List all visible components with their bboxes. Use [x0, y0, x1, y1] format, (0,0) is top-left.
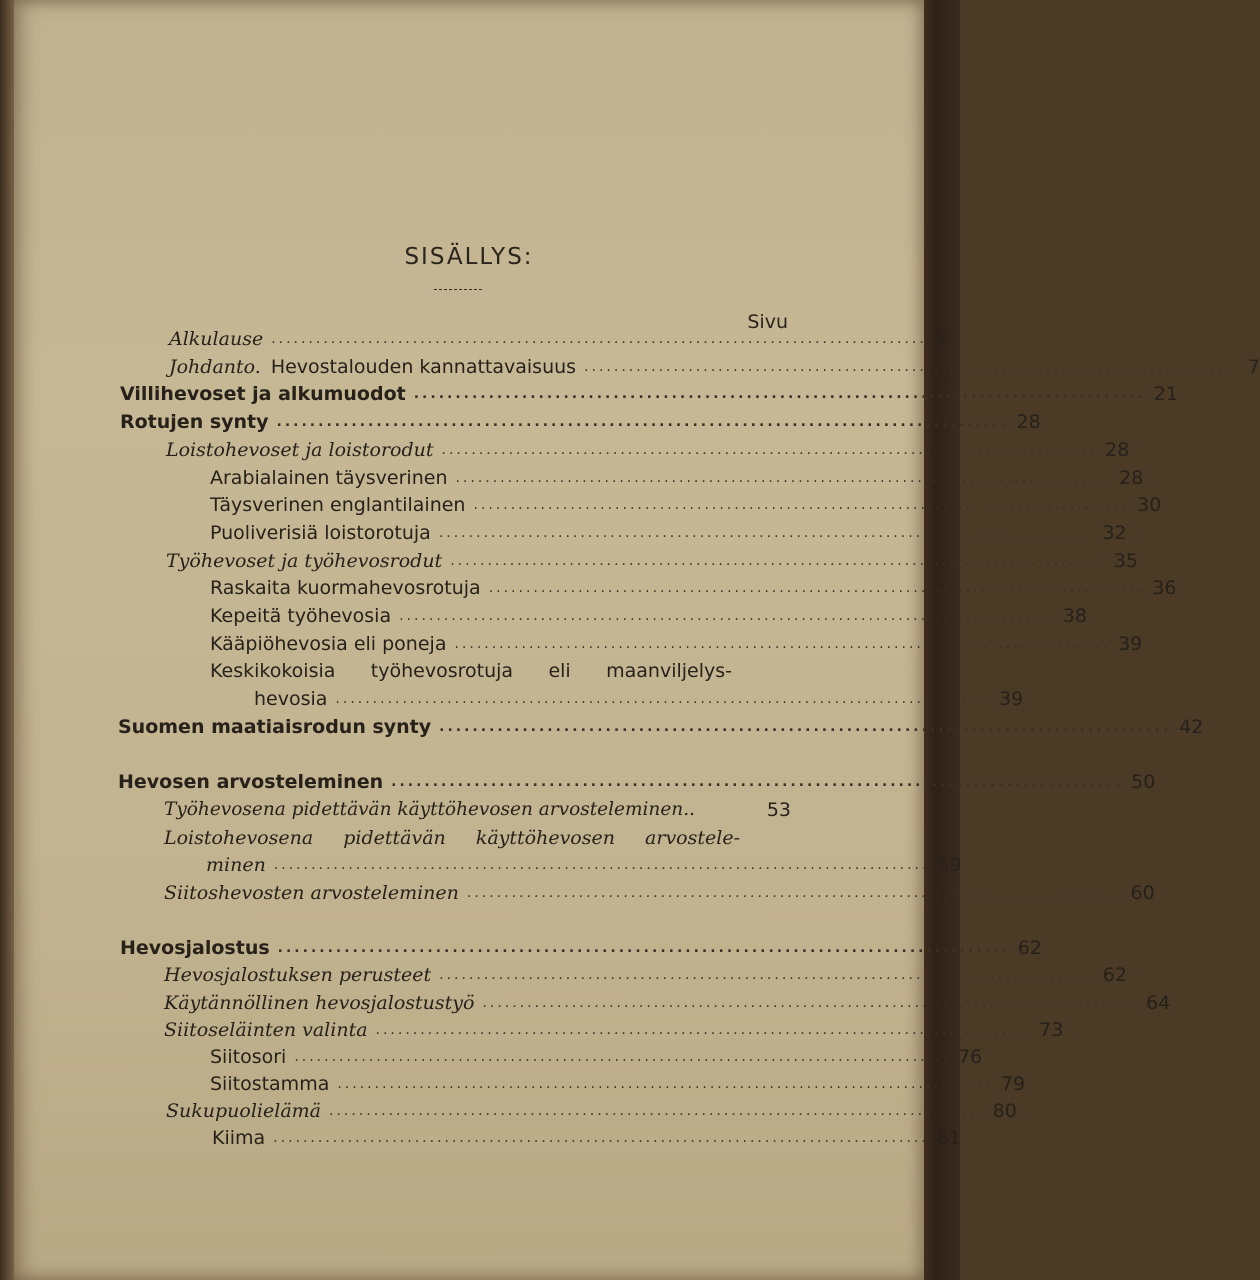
dot-leader: ........................................................................................ [277, 940, 1010, 956]
toc-entry-page: 38 [1062, 605, 1087, 627]
toc-entry-label: Kääpiöhevosia eli poneja [210, 633, 447, 655]
toc-entry-page: 42 [1179, 716, 1204, 738]
toc-entry [210, 603, 1087, 629]
toc-entry [164, 1017, 1064, 1043]
toc-entry [164, 880, 1155, 906]
dot-leader: ........................................................................................ [329, 1103, 985, 1119]
dot-leader: ........................................................................................ [584, 359, 1240, 375]
toc-entry-label: Hevosjalostus [120, 937, 270, 959]
toc-entry [210, 631, 1143, 657]
dot-leader: ........................................................................................ [276, 414, 1009, 430]
toc-entry-page: 35 [1113, 550, 1139, 572]
toc-entry-page: 80 [992, 1100, 1017, 1122]
toc-entry-label: Puoliverisiä loistorotuja [210, 522, 431, 544]
toc-entry-page: 39 [999, 688, 1024, 710]
dot-leader: ........................................................................................ [488, 580, 1145, 596]
toc-entry-label: Siitostamma [210, 1073, 330, 1095]
toc-word: maanviljelys- [606, 660, 732, 682]
dot-leader: ........................................................................................ [441, 442, 1098, 458]
toc-word: työhevosrotuja [370, 660, 514, 682]
toc-entry-page: 60 [1130, 882, 1155, 904]
dot-leader: ........................................................................................ [271, 331, 927, 347]
dot-leader: ........................................................................................ [438, 525, 1095, 541]
toc-entry-label: Arabialainen täysverinen [210, 467, 448, 489]
toc-word: Keskikokoisia [210, 660, 336, 682]
page-title: SISÄLLYS: [404, 244, 534, 270]
dot-leader: ........................................................................................ [473, 497, 1130, 513]
toc-entry [164, 797, 791, 823]
toc-entry-label: minen [206, 854, 266, 876]
toc-entry-label: Loistohevoset ja loistorodut [166, 439, 434, 461]
dot-leader: ........................................................................................ [413, 386, 1146, 402]
toc-entry-label: Siitosori [210, 1046, 287, 1068]
toc-entry-label: Työhevoset ja työhevosrodut [166, 550, 443, 572]
toc-entry-page: 5 [934, 328, 947, 350]
toc-entry-label: Kepeitä työhevosia [210, 605, 392, 627]
toc-entry-label: Johdanto. [169, 356, 261, 378]
toc-entry-page: 32 [1102, 522, 1127, 544]
book-page [14, 0, 1260, 1280]
dot-leader: ........................................................................................ [273, 1130, 929, 1146]
table-of-contents [14, 0, 1260, 1280]
dot-leader: ........................................................................................ [455, 470, 1112, 486]
toc-word: Loistohevosena [164, 827, 314, 849]
toc-entry-page: 39 [1118, 633, 1143, 655]
toc-entry [210, 520, 1127, 546]
toc-entry-label: hevosia [254, 688, 328, 710]
dot-leader: ........................................................................................ [439, 967, 1095, 983]
toc-entry [120, 935, 1042, 961]
toc-entry [164, 990, 1171, 1016]
toc-entry-label: Työhevosena pidettävän käyttöhevosen arvosteleminen.. [164, 799, 695, 820]
dot-leader: ........................................................................................ [294, 1049, 950, 1065]
toc-entry [120, 409, 1041, 435]
toc-entry-page: 28 [1119, 467, 1144, 489]
toc-entry [166, 437, 1130, 463]
toc-entry-label: Täysverinen englantilainen [210, 494, 466, 516]
toc-entry-label-secondary: Hevostalouden kannattavaisuus [270, 356, 577, 378]
toc-entry [210, 1071, 1026, 1097]
toc-entry-page: 36 [1152, 577, 1177, 599]
toc-entry-page: 50 [1131, 771, 1156, 793]
toc-entry-page: 30 [1137, 494, 1162, 516]
toc-entry [210, 492, 1162, 518]
toc-entry-page: 62 [1102, 964, 1127, 986]
toc-entry [212, 1125, 961, 1151]
toc-entry-page: 73 [1039, 1019, 1064, 1041]
toc-entry [169, 326, 947, 352]
toc-entry-page: 28 [1016, 411, 1041, 433]
dot-leader: ........................................................................................ [375, 1022, 1032, 1038]
toc-entry-label: Raskaita kuormahevosrotuja [210, 577, 481, 599]
dot-leader: ........................................................................................ [391, 774, 1124, 790]
toc-entry-label: Villihevoset ja alkumuodot [120, 383, 406, 405]
dot-leader: ........................................................................................ [439, 719, 1172, 735]
toc-entry [210, 465, 1144, 491]
toc-word: eli [548, 660, 571, 682]
toc-entry-page: 7 [1247, 356, 1260, 378]
toc-entry [120, 381, 1178, 407]
toc-entry-page: 79 [1000, 1073, 1026, 1095]
toc-entry-label: Sukupuolielämä [166, 1100, 321, 1122]
toc-entry-wrapped-line [164, 825, 740, 851]
dot-leader: ........................................................................................ [482, 995, 1139, 1011]
toc-entry [206, 852, 962, 878]
toc-entry-wrapped-line [210, 658, 732, 684]
toc-entry-page: 28 [1105, 439, 1130, 461]
toc-entry [118, 769, 1156, 795]
toc-entry [169, 354, 1260, 380]
toc-entry-label: Siitoshevosten arvosteleminen [164, 882, 459, 904]
toc-entry-label: Kiima [212, 1127, 266, 1149]
toc-entry [166, 1098, 1017, 1124]
dot-leader: ........................................................................................ [399, 608, 1055, 624]
toc-entry-label: Käytännöllinen hevosjalostustyö [164, 992, 475, 1014]
page-column-header: Sivu [747, 311, 788, 333]
toc-entry-page: 64 [1146, 992, 1171, 1014]
toc-entry [164, 962, 1127, 988]
toc-entry-page: 59 [937, 854, 962, 876]
dot-leader: ........................................................................................ [335, 691, 992, 707]
toc-entry-label: Siitoseläinten valinta [164, 1019, 368, 1041]
dot-leader: ........................................................................................ [454, 636, 1111, 652]
toc-entry-page: 81 [936, 1127, 961, 1149]
toc-entry [254, 686, 1024, 712]
toc-entry [210, 1044, 983, 1070]
toc-entry-label: Rotujen synty [120, 411, 269, 433]
toc-entry [118, 714, 1204, 740]
toc-word: arvostele- [645, 827, 740, 849]
toc-entry-label: Alkulause [169, 328, 264, 350]
toc-entry-page: 53 [766, 799, 791, 821]
toc-entry-page: 21 [1153, 383, 1178, 405]
toc-word: pidettävän [343, 827, 446, 849]
toc-word: käyttöhevosen [475, 827, 615, 849]
toc-entry-page: 76 [957, 1046, 983, 1068]
dot-leader: ........................................................................................ [273, 857, 930, 873]
toc-entry [166, 548, 1139, 574]
toc-entry-page: 62 [1017, 937, 1042, 959]
dot-leader: ........................................................................................ [466, 885, 1123, 901]
toc-entry [210, 575, 1177, 601]
toc-entry-label: Hevosen arvosteleminen [118, 771, 384, 793]
dot-leader: ........................................................................................ [337, 1076, 993, 1092]
toc-entry-label: Hevosjalostuksen perusteet [164, 964, 432, 986]
toc-entry-label: Suomen maatiaisrodun synty [118, 716, 432, 738]
dot-leader: ........................................................................................ [450, 553, 1106, 569]
